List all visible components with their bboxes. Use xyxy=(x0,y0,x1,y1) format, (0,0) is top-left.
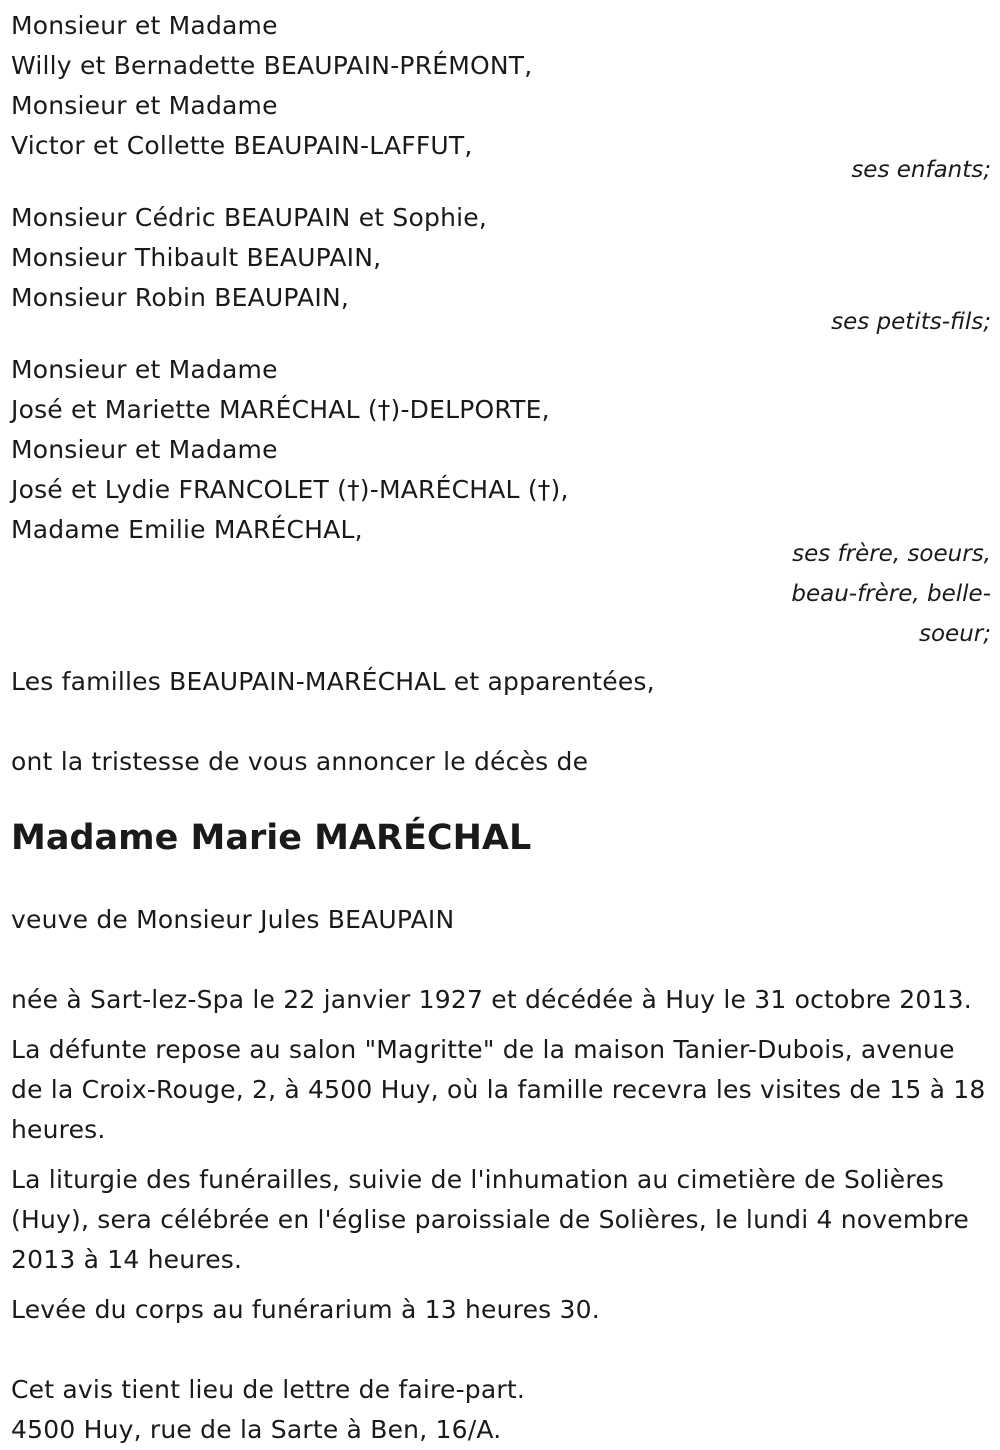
footer-notice: Cet avis tient lieu de lettre de faire-part. xyxy=(11,1375,526,1404)
children-role: ses enfants; xyxy=(851,157,991,183)
children-section xyxy=(11,6,991,190)
children-line: Monsieur et Madame xyxy=(11,11,278,40)
widow-of-line: veuve de Monsieur Jules BEAUPAIN xyxy=(11,905,455,934)
grandchildren-line: Monsieur Robin BEAUPAIN, xyxy=(11,283,350,312)
families-line: Les familles BEAUPAIN-MARÉCHAL et apparentées, xyxy=(11,667,655,696)
siblings-role-line: soeur; xyxy=(919,621,991,647)
birth-death-paragraph: née à Sart-lez-Spa le 22 janvier 1927 et décédée à Huy le 31 octobre 2013. xyxy=(11,985,972,1014)
siblings-line: Monsieur et Madame xyxy=(11,355,278,384)
children-line: Monsieur et Madame xyxy=(11,91,278,120)
grandchildren-line: Monsieur Thibault BEAUPAIN, xyxy=(11,243,382,272)
children-line: Victor et Collette BEAUPAIN-LAFFUT, xyxy=(11,131,473,160)
siblings-section xyxy=(11,350,991,654)
siblings-line: José et Lydie FRANCOLET (†)-MARÉCHAL (†), xyxy=(11,475,569,504)
children-line: Willy et Bernadette BEAUPAIN-PRÉMONT, xyxy=(11,51,533,80)
grandchildren-line: Monsieur Cédric BEAUPAIN et Sophie, xyxy=(11,203,487,232)
siblings-line: Madame Emilie MARÉCHAL, xyxy=(11,515,363,544)
siblings-line: Monsieur et Madame xyxy=(11,435,278,464)
announcement-line: ont la tristesse de vous annoncer le décès de xyxy=(11,747,589,776)
lifting-paragraph: Levée du corps au funérarium à 13 heures 30. xyxy=(11,1295,600,1324)
grandchildren-role: ses petits-fils; xyxy=(831,309,991,335)
grandchildren-section xyxy=(11,198,991,342)
siblings-role-line: beau-frère, belle- xyxy=(791,581,991,607)
liturgy-paragraph: La liturgie des funérailles, suivie de l'inhumation au cimetière de Solières (Huy), sera célébrée en l'église paroissiale de Solières, le lundi 4 novembre 2013 à 14 heures. xyxy=(11,1165,970,1274)
viewing-paragraph: La défunte repose au salon "Magritte" de la maison Tanier-Dubois, avenue de la Croix-Rouge, 2, à 4500 Huy, où la famille recevra les visites de 15 à 18 heures. xyxy=(11,1035,986,1144)
deceased-name: Madame Marie MARÉCHAL xyxy=(11,818,532,858)
siblings-line: José et Mariette MARÉCHAL (†)-DELPORTE, xyxy=(11,395,550,424)
obituary-notice xyxy=(11,6,991,1450)
siblings-role-line: ses frère, soeurs, xyxy=(792,541,991,567)
footer-address: 4500 Huy, rue de la Sarte à Ben, 16/A. xyxy=(11,1415,502,1444)
siblings-role xyxy=(11,534,991,654)
